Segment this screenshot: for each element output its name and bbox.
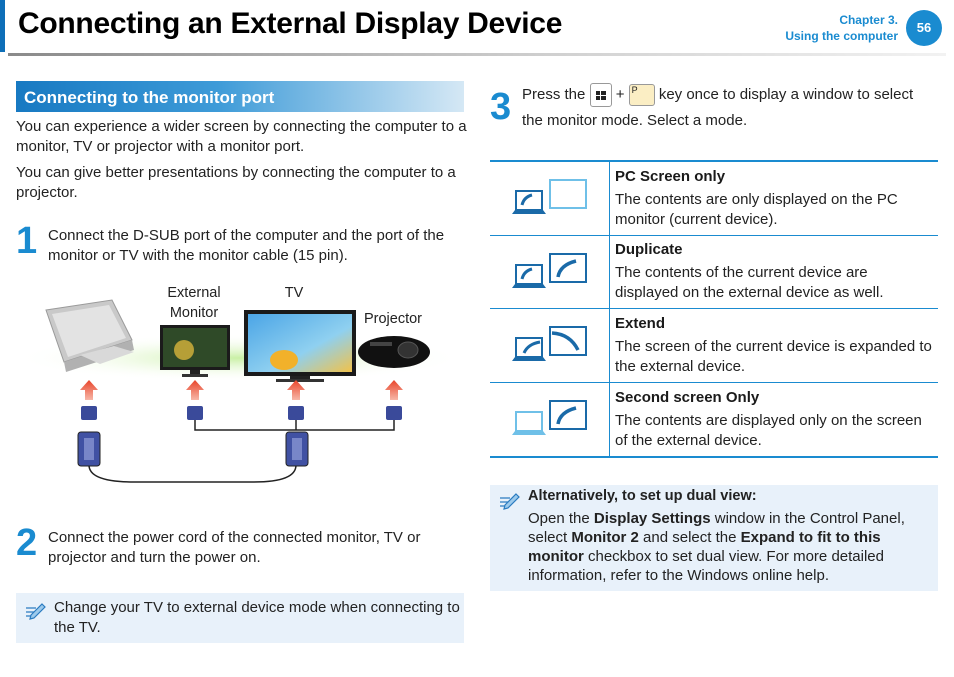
- tip-text-2: window in the Control Panel, select: [528, 510, 905, 546]
- mode-name-duplicate: Duplicate: [615, 241, 683, 258]
- extend-icon: [510, 324, 590, 366]
- connection-arrows: [80, 380, 403, 400]
- mode-desc-second-screen-only: The contents are displayed only on the screen of the external device.: [615, 412, 922, 449]
- mode-table-row-divider: [490, 235, 938, 236]
- mode-desc-pc-screen-only: The contents are only displayed on the PC monitor (current device).: [615, 191, 898, 228]
- tip-expand-option: Expand to fit to this monitor: [528, 529, 881, 565]
- header-divider: [8, 53, 946, 56]
- tip-display-settings: Display Settings: [593, 510, 711, 527]
- step-3-after: key once to display a window to select: [658, 86, 914, 103]
- mode-name-pc-screen-only: PC Screen only: [615, 168, 726, 185]
- tip-text-3: and select the: [638, 529, 741, 546]
- note-text: Change your TV to external device mode when connecting to the TV.: [54, 599, 460, 636]
- second-screen-only-icon: [510, 398, 590, 440]
- external-monitor-illustration: [160, 325, 230, 377]
- label-projector: Projector: [363, 311, 423, 327]
- page-number-badge: 56: [906, 10, 942, 46]
- intro-paragraph-1: You can experience a wider screen by connecting the computer to a monitor, TV or projector with a monitor port.: [16, 118, 467, 155]
- windows-key: [590, 83, 612, 107]
- chapter-name: Using the computer: [785, 29, 898, 43]
- step-3-text: [522, 83, 936, 107]
- dsub-plugs: [78, 432, 308, 466]
- windows-logo-icon: [591, 84, 611, 106]
- mode-desc-duplicate: The contents of the current device are displayed on the external device as well.: [615, 264, 884, 301]
- step-2-text: Connect the power cord of the connected monitor, TV or projector and turn the power on.: [48, 529, 421, 566]
- chapter-number: Chapter 3.: [839, 13, 898, 27]
- step-3-number: 3: [490, 86, 512, 128]
- p-key: P: [629, 84, 655, 106]
- intro-paragraph-2: You can give better presentations by connecting the computer to a projector.: [16, 164, 456, 201]
- label-external-monitor: External Monitor: [167, 285, 221, 321]
- tip-title: Alternatively, to set up dual view:: [528, 488, 757, 504]
- mode-table-bottom-border: [490, 456, 938, 458]
- tip-text-4: checkbox to set dual view. For more detailed information, refer to the Windows online help.: [528, 548, 884, 584]
- title-accent-bar: [0, 0, 5, 52]
- tip-text-1: Open the: [528, 510, 594, 527]
- step-3-plus: +: [615, 86, 625, 103]
- step-1-text: Connect the D-SUB port of the computer and the port of the monitor or TV with the monitor cable (15 pin).: [48, 227, 445, 264]
- page-title: Connecting an External Display Device: [18, 7, 563, 40]
- chapter-label: [785, 12, 898, 44]
- mode-table-row-divider: [490, 308, 938, 309]
- pencil-note-icon: [22, 600, 48, 626]
- step-1-number: 1: [16, 220, 38, 262]
- step-2-number: 2: [16, 522, 38, 564]
- dsub-ports: [81, 406, 402, 420]
- tip-body: [528, 509, 932, 585]
- section-title: Connecting to the monitor port: [24, 88, 275, 107]
- tv-illustration: [244, 310, 356, 382]
- duplicate-icon: [510, 251, 590, 293]
- mode-name-second-screen-only: Second screen Only: [615, 389, 760, 406]
- monitor-cables: [89, 420, 394, 482]
- mode-table-column-divider: [609, 162, 610, 456]
- step-3-press: Press the: [522, 86, 586, 103]
- pc-screen-only-icon: [510, 177, 590, 219]
- mode-desc-extend: The screen of the current device is expanded to the external device.: [615, 338, 932, 375]
- mode-name-extend: Extend: [615, 315, 666, 332]
- mode-table-row-divider: [490, 382, 938, 383]
- projector-illustration: [358, 336, 430, 368]
- step-3-line-2: the monitor mode. Select a mode.: [522, 112, 748, 129]
- pencil-tip-icon: [496, 490, 522, 516]
- label-tv: TV: [284, 285, 304, 301]
- tip-monitor-2: Monitor 2: [571, 529, 639, 546]
- mode-table-top-border: [490, 160, 938, 162]
